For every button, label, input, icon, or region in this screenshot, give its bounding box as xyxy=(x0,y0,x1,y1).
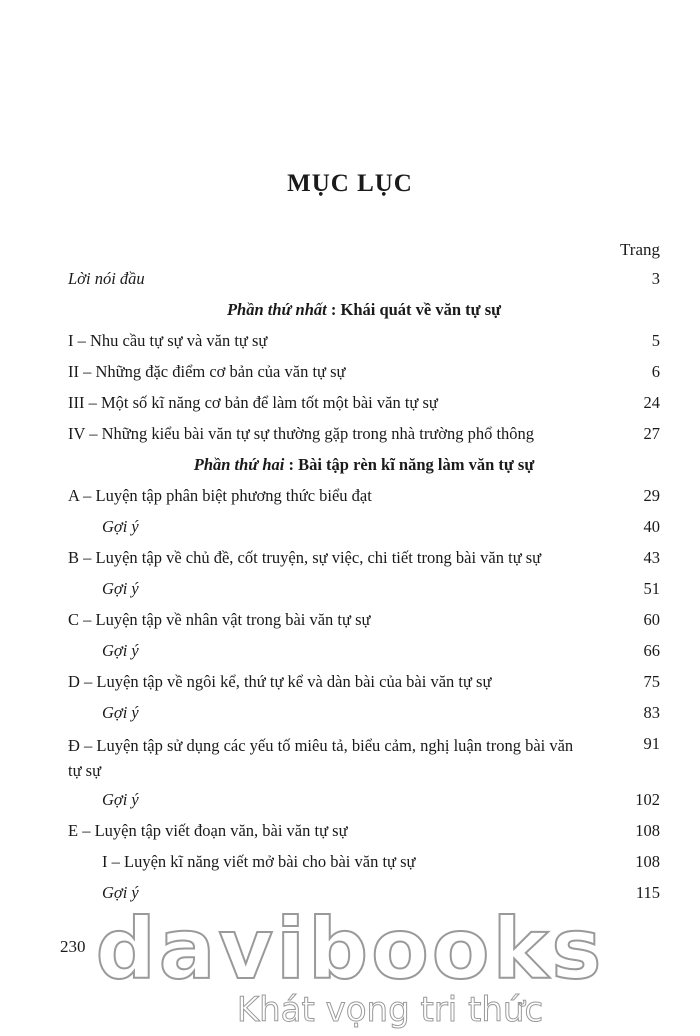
toc-entry-title: I – Nhu cầu tự sự và văn tự sự xyxy=(68,331,268,350)
toc-entry-title: Gợi ý xyxy=(102,517,139,536)
watermark-tagline: Khát vọng tri thức xyxy=(236,990,544,1030)
toc-entry-title: Gợi ý xyxy=(102,641,139,660)
part-title: Khái quát về văn tự sự xyxy=(340,300,502,319)
toc-entry-page: 108 xyxy=(635,821,660,840)
toc-entry-hint xyxy=(68,516,660,538)
toc-entry-page: 102 xyxy=(635,790,660,809)
toc-entry-title: C – Luyện tập về nhân vật trong bài văn tự sự xyxy=(68,610,371,629)
toc-entry-page: 108 xyxy=(635,852,660,871)
toc-entry-hint xyxy=(68,789,660,811)
toc-entry-page: 29 xyxy=(643,486,660,505)
toc-entry-page: 51 xyxy=(643,579,660,598)
toc-entry-title: IV – Những kiểu bài văn tự sự thường gặp trong nhà trường phổ thông xyxy=(68,424,535,443)
toc-entry-title: E – Luyện tập viết đoạn văn, bài văn tự sự xyxy=(68,821,348,840)
part-separator: : xyxy=(284,455,299,474)
part-label: Phần thứ nhất xyxy=(226,300,327,319)
page-title: MỤC LỤC xyxy=(287,170,413,197)
part-label: Phần thứ hai xyxy=(193,455,285,474)
toc-entry-title: A – Luyện tập phân biệt phương thức biểu đạt xyxy=(68,486,372,505)
toc-entry xyxy=(68,547,660,569)
toc-entry xyxy=(68,392,660,414)
toc-entry-hint xyxy=(68,702,660,724)
toc-entry-title: Gợi ý xyxy=(102,883,139,902)
toc-entry-title: III – Một số kĩ năng cơ bản để làm tốt một bài văn tự sự xyxy=(68,393,438,412)
page-column-label: Trang xyxy=(620,240,660,259)
part-separator: : xyxy=(326,300,341,319)
toc-entry-intro xyxy=(68,268,660,290)
toc-entry xyxy=(68,485,660,507)
part-title: Bài tập rèn kĩ năng làm văn tự sự xyxy=(298,455,535,474)
toc-entry-page: 43 xyxy=(643,548,660,567)
toc-entry-hint xyxy=(68,640,660,662)
toc-entry-title: B – Luyện tập về chủ đề, cốt truyện, sự việc, chi tiết trong bài văn tự sự xyxy=(68,548,542,567)
toc-entry-title: Gợi ý xyxy=(102,579,139,598)
toc-entry-page: 75 xyxy=(643,672,660,691)
toc-entry-title: Gợi ý xyxy=(102,790,139,809)
table-of-contents xyxy=(68,268,660,913)
toc-entry xyxy=(68,820,660,842)
toc-entry xyxy=(68,423,660,445)
watermark-logo: davibooks xyxy=(95,900,605,998)
toc-entry-title: Gợi ý xyxy=(102,703,139,722)
toc-entry-hint xyxy=(68,578,660,600)
toc-entry xyxy=(68,330,660,352)
part-heading-2 xyxy=(68,454,660,476)
part-heading-1 xyxy=(68,299,660,321)
toc-entry-page: 27 xyxy=(643,424,660,443)
toc-entry-title: II – Những đặc điểm cơ bản của văn tự sự xyxy=(68,362,346,381)
toc-entry-page: 24 xyxy=(643,393,660,412)
toc-entry-title: Đ – Luyện tập sử dụng các yếu tố miêu tả, biểu cảm, nghị luận trong bài văn tự sự xyxy=(68,736,574,780)
toc-entry xyxy=(68,361,660,383)
toc-entry-page: 6 xyxy=(651,362,660,381)
toc-entry-page: 40 xyxy=(643,517,660,536)
toc-entry xyxy=(68,671,660,693)
toc-entry-page: 5 xyxy=(651,331,660,350)
toc-entry-page: 115 xyxy=(635,883,660,902)
toc-entry xyxy=(68,733,660,783)
toc-entry-page: 60 xyxy=(643,610,660,629)
toc-entry-title: Lời nói đầu xyxy=(68,269,145,288)
toc-entry-page: 3 xyxy=(651,269,660,288)
toc-entry-title: I – Luyện kĩ năng viết mở bài cho bài văn tự sự xyxy=(102,852,416,871)
toc-entry-page: 83 xyxy=(643,703,660,722)
page-number: 230 xyxy=(60,937,86,956)
toc-entry-page: 66 xyxy=(643,641,660,660)
toc-entry-sub xyxy=(68,851,660,873)
toc-entry xyxy=(68,609,660,631)
toc-entry-title: D – Luyện tập về ngôi kể, thứ tự kể và dàn bài của bài văn tự sự xyxy=(68,672,492,691)
toc-entry-page: 91 xyxy=(643,734,660,753)
